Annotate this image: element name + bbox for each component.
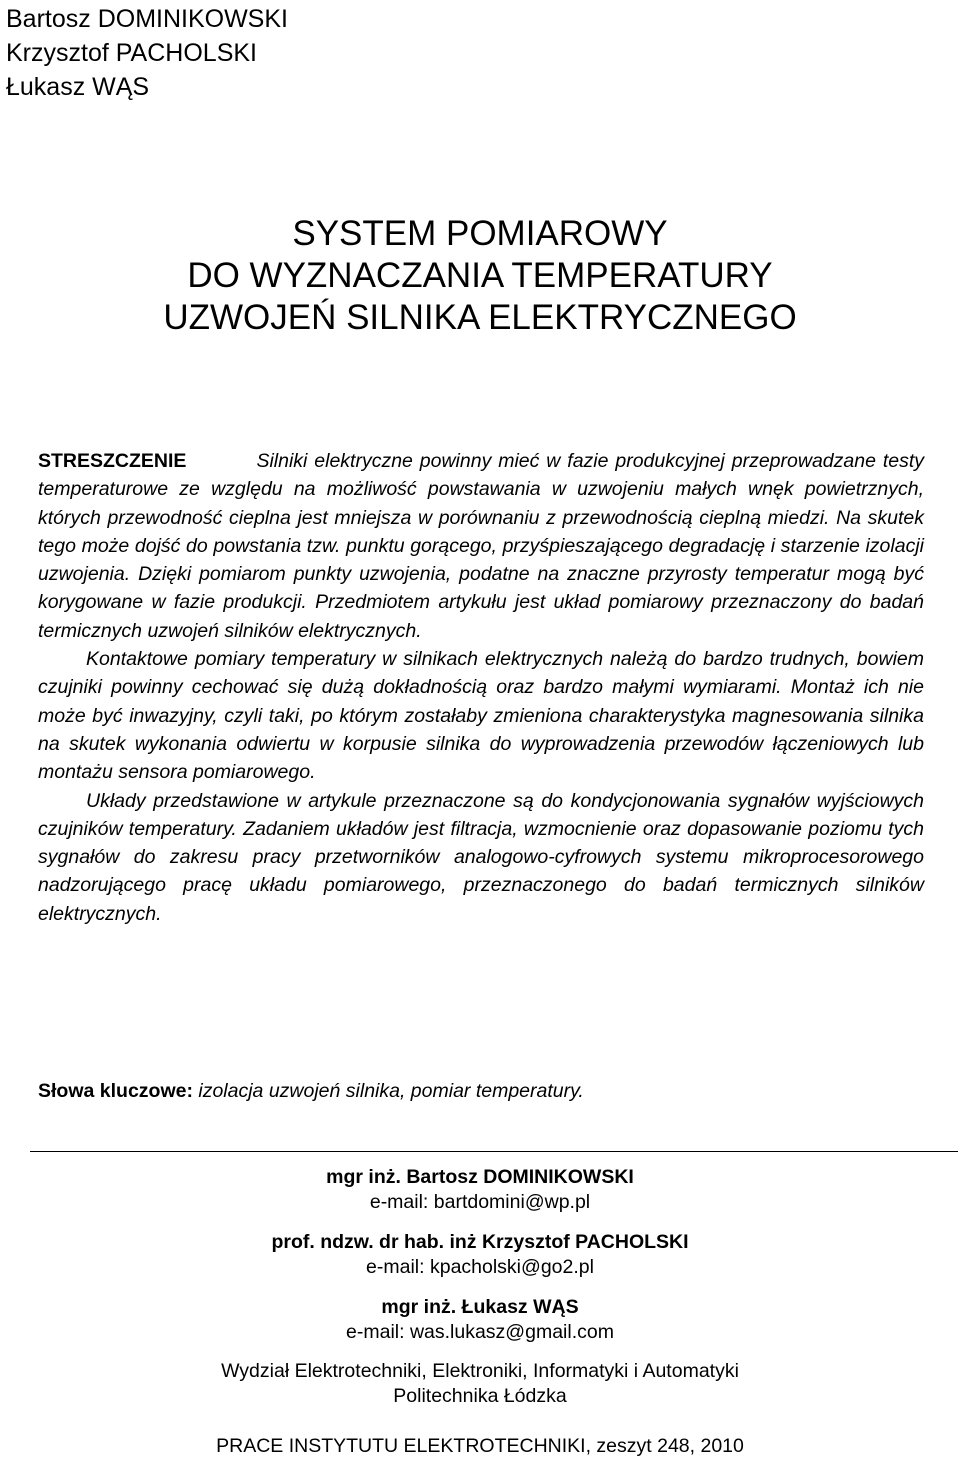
author-list-header — [6, 2, 288, 104]
title-line: DO WYZNACZANIA TEMPERATURY — [187, 256, 773, 295]
affiliation-email: e-mail: was.lukasz@gmail.com — [346, 1321, 614, 1343]
institution-block — [0, 1359, 960, 1409]
abstract-paragraph-1 — [38, 447, 924, 645]
author-name: Krzysztof PACHOLSKI — [6, 39, 257, 67]
abstract — [38, 447, 924, 928]
affiliation-block — [0, 1230, 960, 1280]
abstract-paragraph-2 — [38, 645, 924, 786]
abstract-text: Kontaktowe pomiary temperatury w silnikach elektrycznych należą do bardzo trudnych, bowiem czujniki powinny cechować się dużą dokładnością oraz bardzo małymi wymiarami. Montaż ich nie może być inwazyjny, czyli taki, po którym zostałaby zmieniona charakterystyka magnesowania silnika na skutek wykonania odwiertu w korpusie silnika do wyprowadzenia przewodów łączeniowych lub montażu sensora pomiarowego. — [38, 648, 924, 784]
affiliation-name: mgr inż. Łukasz WĄS — [381, 1296, 579, 1318]
affiliation-email: e-mail: bartdomini@wp.pl — [369, 1191, 591, 1213]
author-name: Bartosz DOMINIKOWSKI — [6, 5, 288, 33]
paper-title — [0, 213, 960, 339]
abstract-label: STRESZCZENIE — [38, 450, 187, 472]
title-line: UZWOJEŃ SILNIKA ELEKTRYCZNEGO — [163, 298, 797, 337]
affiliation-email: e-mail: kpacholski@go2.pl — [366, 1256, 594, 1278]
abstract-paragraph-3 — [38, 787, 924, 928]
abstract-text: Układy przedstawione w artykule przeznaczone są do kondycjonowania sygnałów wyjściowych czujników temperatury. Zadaniem układów jest filtracja, wzmocnienie oraz dopasowanie poziomu tych sygnałów do zakresu pracy przetworników analogowo-cyfrowych systemu mikroprocesorowego nadzorującego pracę układu pomiarowego, przeznaczonego do badań termicznych silników elektrycznych. — [38, 789, 924, 925]
keywords-label: Słowa kluczowe: — [38, 1080, 193, 1102]
keywords-text: izolacja uzwojeń silnika, pomiar temperatury. — [198, 1080, 584, 1102]
author-name: Łukasz WĄS — [6, 73, 150, 101]
institution-faculty: Wydział Elektrotechniki, Elektroniki, Informatyki i Automatyki — [221, 1360, 739, 1382]
institution-university: Politechnika Łódzka — [393, 1385, 567, 1407]
affiliation-name: prof. ndzw. dr hab. inż Krzysztof PACHOLSKI — [271, 1231, 689, 1253]
keywords — [38, 1077, 584, 1105]
affiliation-block — [0, 1295, 960, 1345]
title-line: SYSTEM POMIAROWY — [292, 214, 668, 253]
abstract-text: Silniki elektryczne powinny mieć w fazie produkcyjnej przeprowadzane testy temperaturowe ze względu na możliwość powstawania w uzwojeniu małych wnęk powietrznych, których przewodność cieplna jest mniejsza w porównaniu z przewodnością cieplną miedzi. Na skutek tego może dojść do powstania tzw. punktu gorącego, przyśpieszającego degradację i starzenie izolacji uzwojenia. Dzięki pomiarom punkty uzwojenia, podatne na znaczne przyrosty temperatur mogą być korygowane w fazie produkcji. Przedmiotem artykułu jest układ pomiarowy przeznaczony do badań termicznych uzwojeń silników elektrycznych. — [38, 450, 924, 642]
separator-rule — [30, 1151, 958, 1152]
affiliation-block — [0, 1165, 960, 1215]
journal-footer: PRACE INSTYTUTU ELEKTROTECHNIKI, zeszyt 248, 2010 — [216, 1435, 744, 1457]
affiliation-name: mgr inż. Bartosz DOMINIKOWSKI — [326, 1166, 634, 1188]
